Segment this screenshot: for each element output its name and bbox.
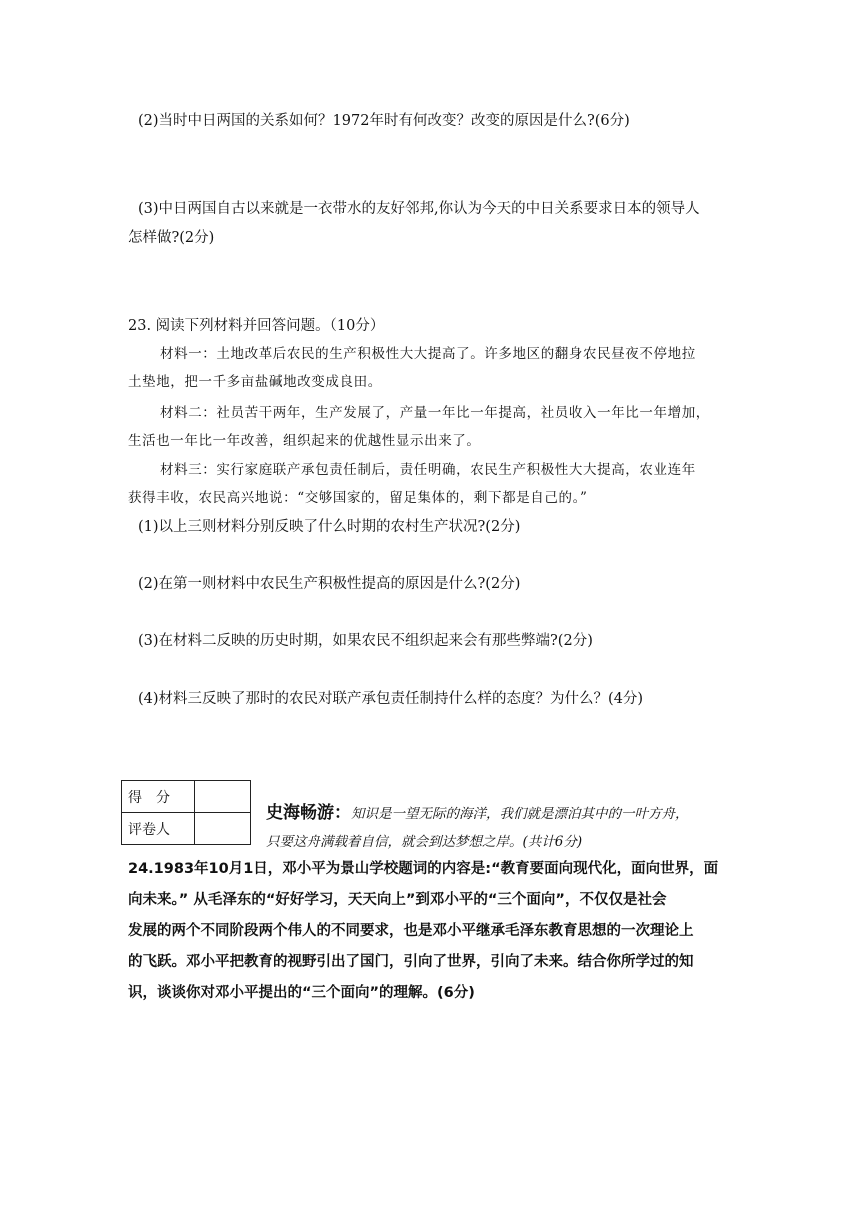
q23-material1-line2: 土垫地，把一千多亩盐碱地改变成良田。 <box>128 374 382 390</box>
q24-line4: 的飞跃。邓小平把教育的视野引出了国门，引向了世界，引向了未来。结合你所学过的知 <box>128 954 694 970</box>
q24-line2: 向未来。” 从毛泽东的“好好学习，天天向上”到邓小平的“三个面向”，不仅仅是社会 <box>128 892 667 908</box>
section-intro-line1 <box>266 801 689 826</box>
q23-material3-line1: 材料三：实行家庭联产承包责任制后，责任明确，农民生产积极性大大提高，农业连年 <box>160 462 696 478</box>
score-table <box>121 780 251 845</box>
score-cell[interactable] <box>195 781 251 813</box>
section-intro-text: 知识是一望无际的海洋，我们就是漂泊其中的一叶方舟， <box>351 806 689 822</box>
q22-sub3-line2: 怎样做?(2分) <box>128 230 215 246</box>
score-label: 得 分 <box>122 781 195 813</box>
grader-cell[interactable] <box>195 813 251 845</box>
section-intro-line2: 只要这舟满载着自信，就会到达梦想之岸。(共计6分) <box>266 834 583 850</box>
section-title: 史海畅游： <box>266 803 351 823</box>
q22-sub3-line1: (3)中日两国自古以来就是一衣带水的友好邻邦,你认为今天的中日关系要求日本的领导人 <box>138 201 700 217</box>
q23-sub1: (1)以上三则材料分别反映了什么时期的农村生产状况?(2分) <box>138 519 521 535</box>
q24-line3: 发展的两个不同阶段两个伟人的不同要求，也是邓小平继承毛泽东教育思想的一次理论上 <box>128 923 694 939</box>
q23-material2-line2: 生活也一年比一年改善，组织起来的优越性显示出来了。 <box>128 433 481 449</box>
q23-sub4: (4)材料三反映了那时的农民对联产承包责任制持什么样的态度？为什么？(4分) <box>138 691 644 707</box>
q23-material1-line1: 材料一：土地改革后农民的生产积极性大大提高了。许多地区的翻身农民昼夜不停地拉 <box>160 346 696 362</box>
grader-label: 评卷人 <box>122 813 195 845</box>
q23-sub3: (3)在材料二反映的历史时期，如果农民不组织起来会有那些弊端?(2分) <box>138 633 593 649</box>
q24-line5: 识，谈谈你对邓小平提出的“三个面向”的理解。(6分) <box>128 985 475 1001</box>
q23-heading: 23. 阅读下列材料并回答问题。（10分） <box>128 318 385 334</box>
q23-material3-line2: 获得丰收，农民高兴地说：“交够国家的，留足集体的，剩下都是自己的。” <box>128 490 588 506</box>
q22-sub2: (2)当时中日两国的关系如何？1972年时有何改变？改变的原因是什么?(6分) <box>138 113 630 129</box>
q23-sub2: (2)在第一则材料中农民生产积极性提高的原因是什么?(2分) <box>138 576 521 592</box>
q23-material2-line1: 材料二：社员苦干两年，生产发展了，产量一年比一年提高，社员收入一年比一年增加， <box>160 405 710 421</box>
q24-line1: 24.1983年10月1日，邓小平为景山学校题词的内容是:“教育要面向现代化，面向世界，面 <box>128 861 719 877</box>
